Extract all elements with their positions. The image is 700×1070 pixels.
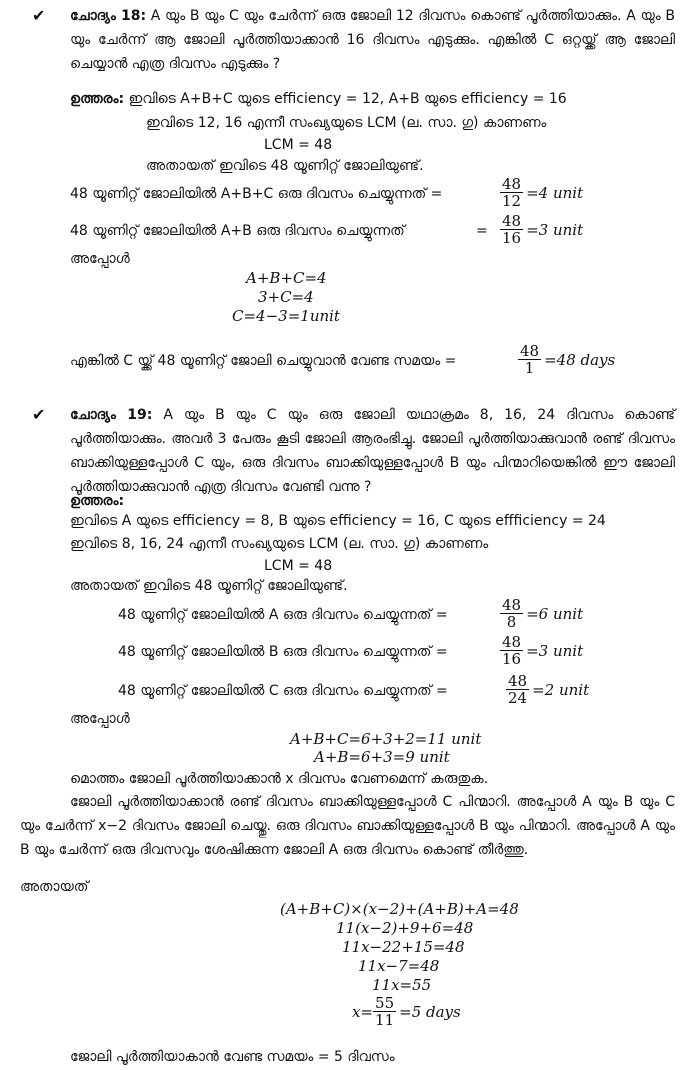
- result: =48 days: [544, 350, 616, 369]
- q19-row-3-fraction: [506, 673, 589, 706]
- denominator: 24: [508, 689, 528, 707]
- q18-final-text: എങ്കിൽ C യ്ക്ക് 48 യൂണിറ്റ് ജോലി ചെയ്യുവാൻ വേണ്ട സമയം =: [70, 353, 457, 369]
- numerator: 55: [375, 994, 395, 1012]
- q19-solve-5: 11x=55: [372, 976, 432, 994]
- q19-row-3-text: 48 യൂണിറ്റ് ജോലിയിൽ C ഒരു ദിവസം ചെയ്യുന്നത് =: [118, 683, 448, 699]
- q19-lcm-line: ഇവിടെ 8, 16, 24 എന്നീ സംഖ്യയുടെ LCM (ല. സാ. ഗു) കാണണം: [70, 536, 489, 552]
- numerator: 48: [508, 672, 528, 690]
- q19-answer-label: ഉത്തരം:: [70, 493, 125, 509]
- q18-text: A യും B യും C യും ചേർന്ന് ഒരു ജോലി 12 ദിവസം കൊണ്ട് പൂർത്തിയാക്കും. A യും B യും ചേർന്ന് ആ ജോലി പൂർത്തിയാക്കാൻ 16 ദിവസം എടുക്കും. എങ്കിൽ C ഒറ്റയ്ക്ക് ആ ജോലി ചെയ്യാൻ എത്ര ദിവസം എടുക്കും ?: [70, 8, 675, 72]
- numerator: 48: [502, 633, 522, 651]
- q19-sum-2: A+B=6+3=9 unit: [314, 748, 450, 766]
- q18-question: [32, 4, 675, 76]
- q19-x-fraction: [352, 995, 461, 1028]
- x-label: x=: [352, 1002, 374, 1021]
- q19-solve-2: 11(x−2)+9+6=48: [336, 919, 474, 937]
- q19-solve-1: (A+B+C)×(x−2)+(A+B)+A=48: [280, 900, 519, 918]
- q18-efficiency: ഇവിടെ A+B+C യുടെ efficiency = 12, A+B യുടെ efficiency = 16: [128, 91, 567, 107]
- q19-label: ചോദ്യം 19:: [70, 407, 153, 423]
- denominator: 1: [524, 359, 535, 377]
- q19-row-2-fraction: [500, 634, 583, 667]
- q19-assume: മൊത്തം ജോലി പൂർത്തിയാക്കാൻ x ദിവസം വേണമെന്ന് കരുതുക.: [70, 771, 489, 787]
- result: =2 unit: [532, 680, 590, 699]
- q19-solve-3: 11x−22+15=48: [342, 938, 465, 956]
- result: =3 unit: [526, 641, 584, 660]
- q19-row-1-fraction: [500, 597, 583, 630]
- result: =4 unit: [526, 183, 584, 202]
- q18-units: അതായത് ഇവിടെ 48 യൂണിറ്റ് ജോലിയുണ്ട്.: [146, 158, 424, 174]
- q19-sum-1: A+B+C=6+3+2=11 unit: [290, 730, 482, 748]
- q18-label: ചോദ്യം 18:: [70, 8, 147, 24]
- q18-lcm-line: ഇവിടെ 12, 16 എന്നീ സംഖ്യയുടെ LCM (ല. സാ. ഗു) കാണണം: [146, 115, 547, 131]
- q18-eq-1: A+B+C=4: [246, 269, 327, 287]
- q18-answer-label: ഉത്തരം:: [70, 91, 125, 107]
- q18-row-1-fraction: [500, 176, 583, 209]
- q18-then: അപ്പോൾ: [70, 251, 130, 267]
- denominator: 8: [506, 613, 517, 631]
- numerator: 48: [502, 596, 522, 614]
- q19-lcm: LCM = 48: [264, 558, 333, 574]
- q19-explain: ജോലി പൂർത്തിയാക്കാൻ രണ്ട് ദിവസം ബാക്കിയുള്ളപ്പോൾ C പിന്മാറി. അപ്പോൾ A യും B യും C യും ചേർന്ന് x−2 ദിവസം ജോലി ചെയ്തു. ഒരു ദിവസം ബാക്കിയുള്ളപ്പോൾ B യും പിന്മാറി. അപ്പോൾ A യും B യും ചേർന്ന് ഒരു ദിവസവും ശേഷിക്കുന്ന ജോലി A ഒരു ദിവസം കൊണ്ട് തീർത്തു.: [20, 794, 675, 858]
- denominator: 11: [375, 1011, 395, 1029]
- q19-question: [32, 403, 675, 499]
- q19-units: അതായത് ഇവിടെ 48 യൂണിറ്റ് ജോലിയുണ്ട്.: [70, 578, 348, 594]
- q18-eq-2: 3+C=4: [258, 288, 314, 306]
- q19-conclusion: ജോലി പൂർത്തിയാകാൻ വേണ്ട സമയം = 5 ദിവസം: [70, 1049, 395, 1065]
- denominator: 16: [502, 229, 522, 247]
- denominator: 16: [502, 650, 522, 668]
- q19-efficiency: ഇവിടെ A യുടെ efficiency = 8, B യുടെ efficiency = 16, C യുടെ effficiency = 24: [70, 513, 606, 529]
- q18-final-fraction: [518, 343, 615, 376]
- q18-lcm: LCM = 48: [264, 137, 333, 153]
- numerator: 48: [502, 212, 522, 230]
- q19-that-is: അതായത്: [20, 879, 89, 895]
- q18-row-1-text: 48 യൂണിറ്റ് ജോലിയിൽ A+B+C ഒരു ദിവസം ചെയ്യുന്നത് =: [70, 186, 443, 202]
- q18-eq-3: C=4−3=1unit: [232, 307, 340, 325]
- q18-row-2-equals: =: [476, 223, 488, 239]
- q18-row-2-fraction: [500, 213, 583, 246]
- q19-text: A യും B യും C യും ഒരു ജോലി യഥാക്രമം 8, 16, 24 ദിവസം കൊണ്ട് പൂർത്തിയാക്കും. അവർ 3 പേരും കൂടി ജോലി ആരംഭിച്ചു. ജോലി പൂർത്തിയാക്കുവാൻ രണ്ട് ദിവസം ബാക്കിയുള്ളപ്പോൾ C യും, ഒരു ദിവസം ബാക്കിയുള്ളപ്പോൾ B യും പിന്മാറിയെങ്കിൽ ഈ ജോലി പൂർത്തിയാക്കുവാൻ എത്ര ദിവസം വേണ്ടി വന്നു ?: [70, 407, 675, 495]
- q19-row-2-text: 48 യൂണിറ്റ് ജോലിയിൽ B ഒരു ദിവസം ചെയ്യുന്നത് =: [118, 644, 448, 660]
- result: =5 days: [399, 1002, 461, 1021]
- q18-row-2-text: 48 യൂണിറ്റ് ജോലിയിൽ A+B ഒരു ദിവസം ചെയ്യുന്നത്: [70, 223, 405, 239]
- numerator: 48: [520, 342, 540, 360]
- result: =3 unit: [526, 220, 584, 239]
- q19-solve-4: 11x−7=48: [358, 957, 440, 975]
- result: =6 unit: [526, 604, 584, 623]
- q19-row-1-text: 48 യൂണിറ്റ് ജോലിയിൽ A ഒരു ദിവസം ചെയ്യുന്നത് =: [118, 607, 448, 623]
- checkmark-icon: ✔: [32, 405, 46, 424]
- denominator: 12: [502, 192, 522, 210]
- q18-answer-line: [70, 90, 567, 108]
- q19-then: അപ്പോൾ: [70, 711, 130, 727]
- numerator: 48: [502, 175, 522, 193]
- checkmark-icon: ✔: [32, 6, 46, 25]
